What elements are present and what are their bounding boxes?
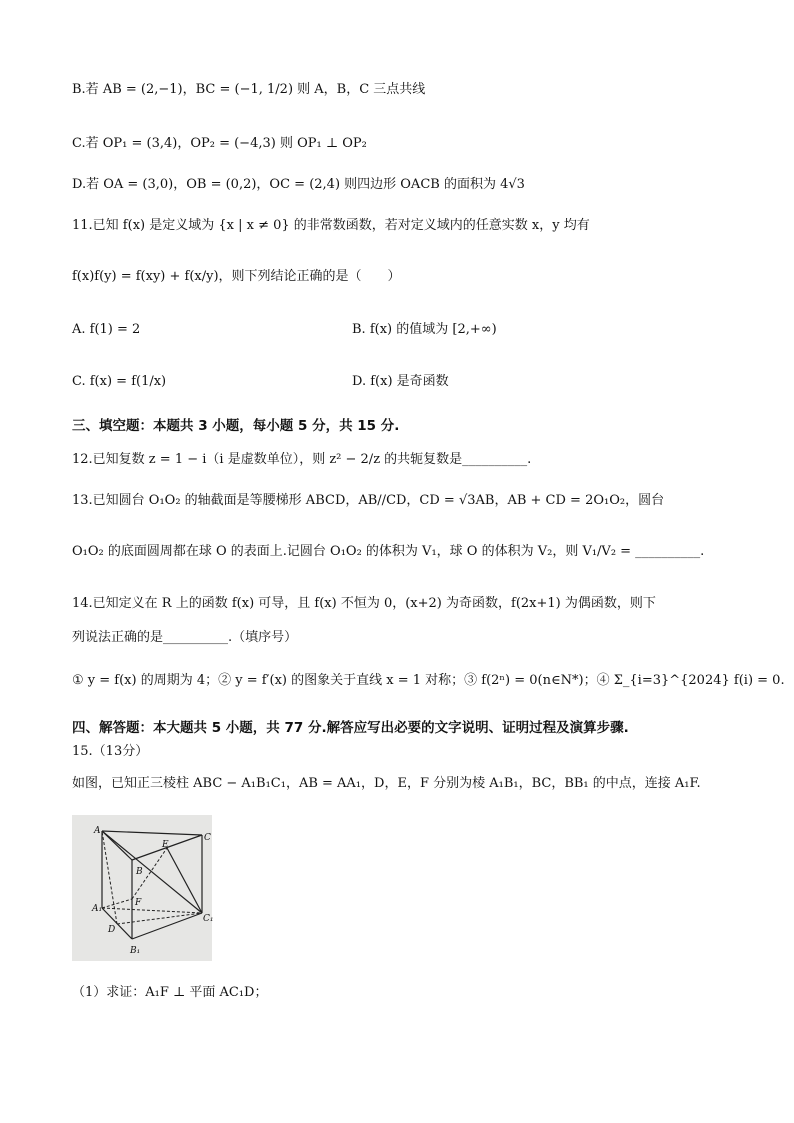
prism-diagram <box>72 815 212 961</box>
q11-option-b: B. f(x) 的值域为 [2,+∞) <box>352 322 497 337</box>
prism-figure <box>72 815 212 961</box>
q14-line-2: 列说法正确的是__________.（填序号） <box>72 630 298 645</box>
optB-line: B.若 AB = (2,−1)，BC = (−1, 1/2) 则 A，B，C 三点共线 <box>72 82 426 97</box>
q11-line: 11.已知 f(x) 是定义域为 {x | x ≠ 0} 的非常数函数，若对定义域内的任意实数 x，y 均有 <box>72 218 590 233</box>
q13-line-2: O₁O₂ 的底面圆周都在球 O 的表面上.记圆台 O₁O₂ 的体积为 V₁，球 O 的体积为 V₂，则 V₁/V₂ = __________. <box>72 544 705 559</box>
q11-option-a: A. f(1) = 2 <box>72 322 141 337</box>
label-F: F <box>135 898 142 908</box>
label-E: E <box>162 840 169 850</box>
label-B: B <box>136 867 143 877</box>
label-C: C <box>204 833 211 843</box>
q14-line-3: ① y = f(x) 的周期为 4；② y = f′(x) 的图象关于直线 x = 1 对称；③ f(2ⁿ) = 0(n∈N*)；④ Σ_{i=3}^{2024} f(i) = 0. <box>72 673 785 688</box>
label-B1: B₁ <box>130 946 141 956</box>
label-D: D <box>108 925 116 935</box>
q15-title: 15.（13分） <box>72 744 149 759</box>
q12-line: 12.已知复数 z = 1 − i（i 是虚数单位），则 z² − 2/z 的共轭复数是__________. <box>72 452 532 467</box>
q11-eq-line: f(x)f(y) = f(xy) + f(x/y)，则下列结论正确的是（ ） <box>72 269 401 284</box>
q13-line-1: 13.已知圆台 O₁O₂ 的轴截面是等腰梯形 ABCD，AB//CD，CD = √3AB，AB + CD = 2O₁O₂，圆台 <box>72 493 665 508</box>
q11-option-c: C. f(x) = f(1/x) <box>72 374 167 389</box>
q15-part-1: （1）求证：A₁F ⊥ 平面 AC₁D； <box>72 985 268 1000</box>
optC-line: C.若 OP₁ = (3,4)，OP₂ = (−4,3) 则 OP₁ ⊥ OP₂ <box>72 136 367 151</box>
optD-line: D.若 OA = (3,0)，OB = (0,2)，OC = (2,4) 则四边形 OACB 的面积为 4√3 <box>72 177 525 192</box>
section-4-heading: 四、解答题：本大题共 5 小题，共 77 分.解答应写出必要的文字说明、证明过程及演算步骤. <box>72 720 629 736</box>
q11-option-d: D. f(x) 是奇函数 <box>352 374 449 389</box>
label-C1: C₁ <box>203 914 214 924</box>
section-3-heading: 三、填空题：本题共 3 小题，每小题 5 分，共 15 分. <box>72 418 400 434</box>
label-A1: A₁ <box>92 904 103 914</box>
q14-line-1: 14.已知定义在 R 上的函数 f(x) 可导，且 f(x) 不恒为 0，(x+2) 为奇函数，f(2x+1) 为偶函数，则下 <box>72 596 656 611</box>
q15-text: 如图，已知正三棱柱 ABC − A₁B₁C₁，AB = AA₁，D，E，F 分别为棱 A₁B₁，BC，BB₁ 的中点，连接 A₁F. <box>72 776 701 791</box>
label-A: A <box>94 826 101 836</box>
